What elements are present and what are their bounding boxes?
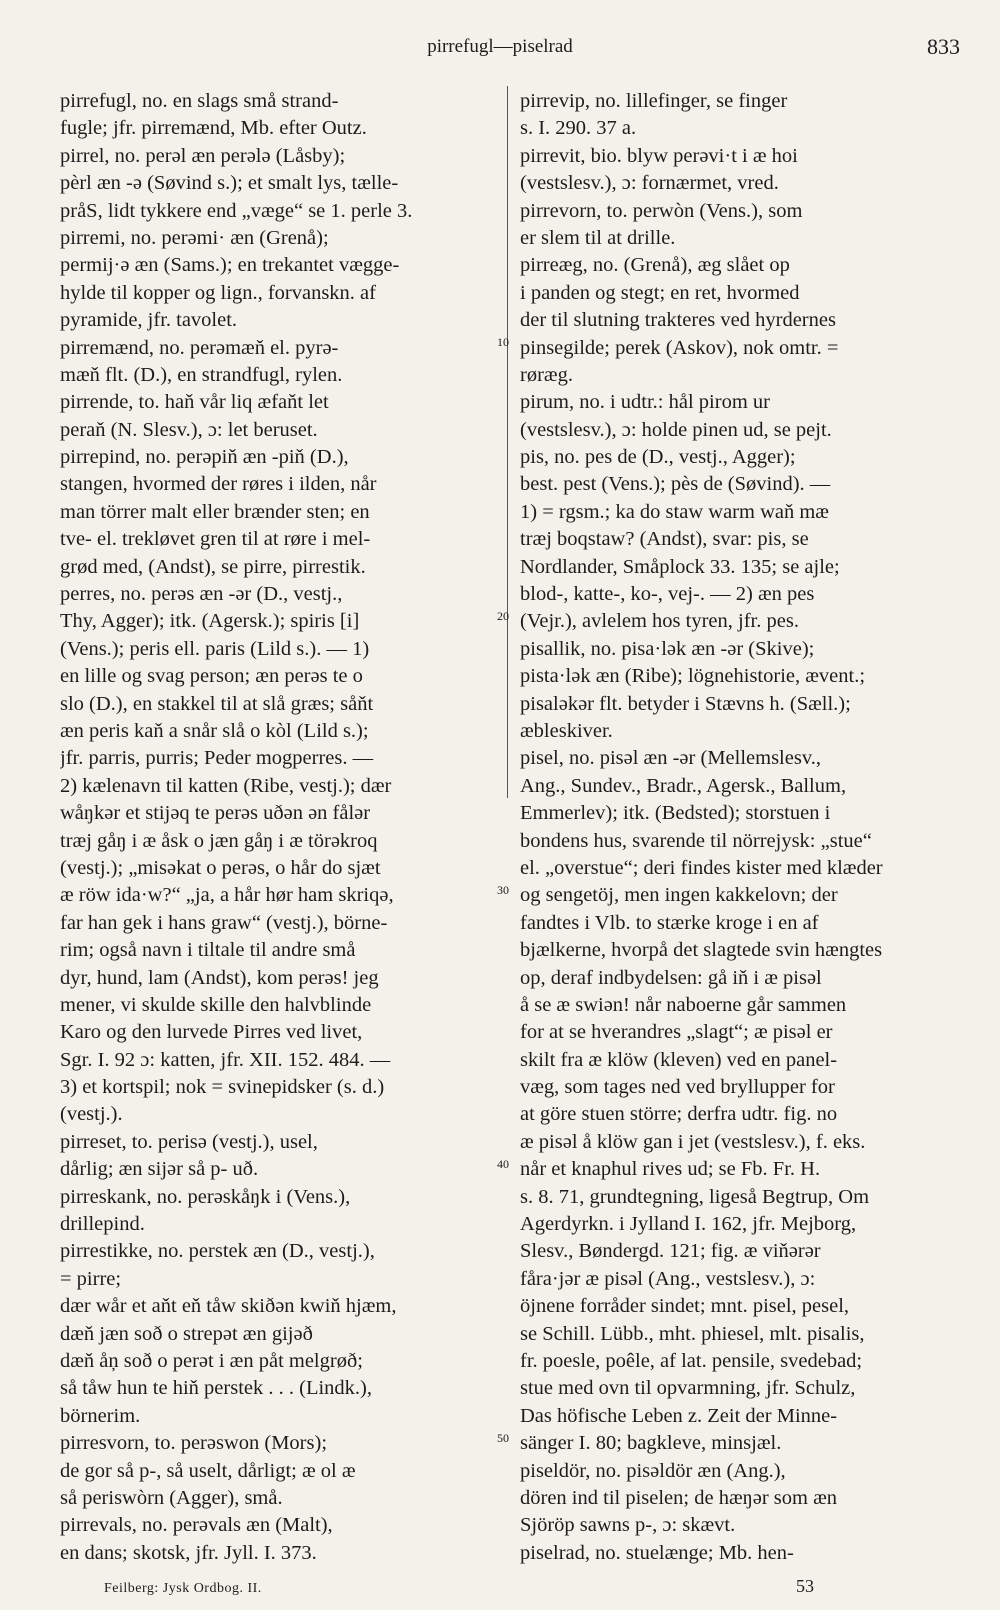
text-line: fåra·jər æ pisəl (Ang., vestslesv.), ɔ:	[520, 1267, 816, 1290]
text-line: dæň åņ soð o perət i æn påt melgrøð;	[60, 1349, 363, 1372]
text-line: pirresvorn, to. perəswon (Mors);	[60, 1432, 328, 1455]
right-column	[520, 88, 960, 1567]
text-line: Sjöröp sawns p-, ɔ: skævt.	[520, 1514, 736, 1537]
text-line: de gor så p-, så uselt, dårligt; æ ol æ	[60, 1459, 356, 1482]
text-line: 3) et kortspil; nok = svinepidsker (s. d.)	[60, 1076, 385, 1099]
text-line: æbleskiver.	[520, 719, 613, 742]
text-line: træj boqstaw? (Andst), svar: pis, se	[520, 528, 809, 551]
text-line: perres, no. perəs æn -ər (D., vestj.,	[60, 583, 343, 606]
text-line: wåŋkər et stijəq te perəs uðən ən fålər	[60, 802, 371, 825]
text-line: pista·lək æn (Ribe); lögnehistorie, ævent.;	[520, 665, 866, 688]
text-line: pirrevit, bio. blyw perəvi·t i æ hoi	[520, 144, 798, 167]
text-line: væg, som tages ned ved bryllupper for	[520, 1076, 835, 1099]
text-line: for at se hverandres „slagt“; æ pisəl er	[520, 1021, 833, 1044]
text-line: dårlig; æn sijər så p- uð.	[60, 1158, 259, 1181]
text-line: at göre stuen större; derfra udtr. fig. no	[520, 1103, 838, 1126]
footer-source: Feilberg: Jysk Ordbog. II.	[104, 1581, 262, 1596]
text-line: pirremænd, no. perəmæň el. pyrə-	[60, 336, 339, 359]
page-number: 833	[927, 34, 960, 59]
text-line: å se æ swiən! når naboerne går sammen	[520, 993, 847, 1016]
text-line: (vestj.); „misəkat o perəs, o hår do sjæt	[60, 856, 381, 879]
text-line: pirrepind, no. perəpiň æn -piň (D.),	[60, 446, 349, 469]
text-line: pirrevals, no. perəvals æn (Malt),	[60, 1514, 333, 1537]
text-line: pyramide, jfr. tavolet.	[60, 309, 238, 332]
text-line: fugle; jfr. pirremænd, Mb. efter Outz.	[60, 117, 367, 140]
text-line: (Vens.); peris ell. paris (Lild s.). — 1)	[60, 637, 370, 660]
text-line: Ang., Sundev., Bradr., Agersk., Ballum,	[520, 774, 847, 797]
text-line: permij·ə æn (Sams.); en trekantet vægge-	[60, 254, 400, 277]
text-line: börnerim.	[60, 1404, 141, 1427]
text-line: æ röw ida·w?“ „ja, a hår hør ham skriqə,	[60, 884, 394, 907]
line-number-30: 30	[497, 883, 509, 897]
text-line: røræg.	[520, 363, 573, 386]
text-line: er slem til at drille.	[520, 226, 676, 249]
text-line: pirreæg, no. (Grenå), æg slået op	[520, 254, 790, 277]
text-line: Das höfische Leben z. Zeit der Minne-	[520, 1404, 838, 1427]
text-line: piselrad, no. stuelænge; Mb. hen-	[520, 1541, 794, 1564]
text-line: så periswòrn (Agger), små.	[60, 1486, 283, 1509]
text-line: best. pest (Vens.); pès de (Søvind). —	[520, 473, 831, 496]
text-line: el. „overstue“; deri findes kister med klæder	[520, 856, 883, 879]
running-head: pirrefugl—piselrad	[427, 36, 573, 57]
text-line: pirremi, no. perəmi· æn (Grenå);	[60, 226, 329, 249]
text-line: mæň flt. (D.), en strandfugl, rylen.	[60, 363, 343, 386]
text-line: Karo og den lurvede Pirres ved livet,	[60, 1021, 363, 1044]
text-line: når et knaphul rives ud; se Fb. Fr. H.	[520, 1158, 821, 1181]
text-line: piseldör, no. pisəldör æn (Ang.),	[520, 1459, 786, 1482]
text-line: (vestj.).	[60, 1103, 123, 1126]
text-line: blod-, katte-, ko-, vej-. — 2) æn pes	[520, 583, 815, 606]
text-line: mener, vi skulde skille den halvblinde	[60, 993, 372, 1016]
text-line: pirrende, to. haň vår liq æfaňt let	[60, 391, 329, 414]
text-line: pirreskank, no. perəskåŋk i (Vens.),	[60, 1185, 351, 1208]
text-line: grød med, (Andst), se pirre, pirrestik.	[60, 555, 366, 578]
text-line: pirrestikke, no. perstek æn (D., vestj.),	[60, 1240, 375, 1263]
text-line: pirrefugl, no. en slags små strand-	[60, 90, 339, 112]
text-line: dyr, hund, lam (Andst), kom perəs! jeg	[60, 966, 379, 989]
text-line: pirum, no. i udtr.: hål pirom ur	[520, 391, 770, 414]
text-line: peraň (N. Slesv.), ɔ: let beruset.	[60, 418, 318, 441]
sheet-signature: 53	[796, 1576, 814, 1596]
text-line: op, deraf indbydelsen: gå iň i æ pisəl	[520, 966, 822, 989]
line-number-10: 10	[497, 335, 509, 349]
text-line: æn peris kaň a snår slå o kòl (Lild s.);	[60, 719, 369, 742]
text-line: far han gek i hans graw“ (vestj.), börne-	[60, 911, 388, 934]
text-line: Sgr. I. 92 ɔ: katten, jfr. XII. 152. 484. —	[60, 1048, 391, 1071]
text-line: Thy, Agger); itk. (Agersk.); spiris [i]	[60, 610, 360, 633]
text-line: hylde til kopper og lign., forvanskn. af	[60, 281, 376, 304]
text-line: pis, no. pes de (D., vestj., Agger);	[520, 446, 796, 469]
text-line: = pirre;	[60, 1267, 122, 1290]
text-line: pisaləkər flt. betyder i Stævns h. (Sæll.);	[520, 692, 851, 715]
text-line: en lille og svag person; æn perəs te o	[60, 665, 363, 688]
line-number-50: 50	[497, 1431, 509, 1445]
text-line: (vestslesv.), ɔ: fornærmet, vred.	[520, 172, 779, 195]
text-line: pirrel, no. perəl æn perələ (Låsby);	[60, 144, 346, 167]
text-line: 2) kælenavn til katten (Ribe, vestj.); dær	[60, 774, 392, 797]
text-line: drillepind.	[60, 1213, 145, 1236]
text-line: fandtes i Vlb. to stærke kroge i en af	[520, 911, 819, 934]
text-line: (vestslesv.), ɔ: holde pinen ud, se pejt.	[520, 418, 832, 441]
text-line: Agerdyrkn. i Jylland I. 162, jfr. Mejborg,	[520, 1213, 857, 1236]
text-line: bjælkerne, hvorpå det slagtede svin hængtes	[520, 939, 883, 962]
text-line: se Schill. Lübb., mht. phiesel, mlt. pisalis,	[520, 1322, 865, 1345]
line-number-20: 20	[497, 609, 509, 623]
text-line: pisallik, no. pisa·lək æn -ər (Skive);	[520, 637, 815, 660]
left-column	[60, 88, 497, 1567]
text-line: man törrer malt eller brænder sten; en	[60, 500, 370, 523]
text-line: bondens hus, svarende til nörrejysk: „stue“	[520, 829, 872, 852]
text-line: i panden og stegt; en ret, hvormed	[520, 281, 800, 304]
text-line: stue med ovn til opvarmning, jfr. Schulz,	[520, 1377, 856, 1400]
column-divider	[507, 86, 508, 798]
text-line: sänger I. 80; bagkleve, minsjæl.	[520, 1432, 782, 1455]
text-line: tve- el. trekløvet gren til at røre i mel-	[60, 528, 371, 551]
text-line: en dans; skotsk, jfr. Jyll. I. 373.	[60, 1541, 317, 1564]
text-line: og sengetöj, men ingen kakkelovn; der	[520, 884, 838, 907]
text-line: pisel, no. pisəl æn -ər (Mellemslesv.,	[520, 747, 821, 770]
page-header	[0, 34, 1000, 64]
text-line: pirreset, to. perisə (vestj.), usel,	[60, 1130, 318, 1153]
text-line: Emmerlev); itk. (Bedsted); storstuen i	[520, 802, 831, 825]
text-line: pråS, lidt tykkere end „væge“ se 1. perle 3.	[60, 199, 413, 222]
text-line: (Vejr.), avlelem hos tyren, jfr. pes.	[520, 610, 799, 633]
text-line: rim; også navn i tiltale til andre små	[60, 939, 356, 962]
text-line: Nordlander, Småplock 33. 135; se ajle;	[520, 555, 840, 578]
text-line: dören ind til piselen; de hæŋər som æn	[520, 1486, 838, 1509]
text-line: æ pisəl å klöw gan i jet (vestslesv.), f. eks.	[520, 1130, 866, 1153]
text-line: dæň jæn soð o strepət æn gijəð	[60, 1322, 313, 1345]
text-line: pirrevip, no. lillefinger, se finger	[520, 90, 788, 112]
line-number-40: 40	[497, 1157, 509, 1171]
text-line: dær wår et aňt eň tåw skiðən kwiň hjæm,	[60, 1295, 397, 1318]
text-line: Slesv., Bøndergd. 121; fig. æ viňərər	[520, 1240, 821, 1263]
text-line: så tåw hun te hiň perstek . . . (Lindk.),	[60, 1377, 372, 1400]
text-line: pinsegilde; perek (Askov), nok omtr. =	[520, 336, 839, 359]
text-line: 1) = rgsm.; ka do staw warm waň mæ	[520, 500, 829, 523]
text-line: der til slutning trakteres ved hyrdernes	[520, 309, 836, 332]
text-line: skilt fra æ klöw (kleven) ved en panel-	[520, 1048, 838, 1071]
text-line: slo (D.), en stakkel til at slå græs; såňt	[60, 692, 374, 715]
text-line: s. I. 290. 37 a.	[520, 117, 637, 140]
text-line: pirrevorn, to. perwòn (Vens.), som	[520, 199, 803, 222]
text-line: fr. poesle, poêle, af lat. pensile, svedebad;	[520, 1349, 863, 1372]
text-line: öjnene forråder sindet; mnt. pisel, pesel,	[520, 1295, 850, 1318]
text-line: jfr. parris, purris; Peder mogperres. —	[60, 747, 374, 770]
text-line: pèrl æn -ə (Søvind s.); et smalt lys, tælle-	[60, 172, 399, 195]
text-line: s. 8. 71, grundtegning, ligeså Begtrup, Om	[520, 1185, 870, 1208]
text-line: træj gåŋ i æ åsk o jæn gåŋ i æ törəkroq	[60, 829, 378, 852]
text-line: stangen, hvormed der røres i ilden, når	[60, 473, 377, 496]
